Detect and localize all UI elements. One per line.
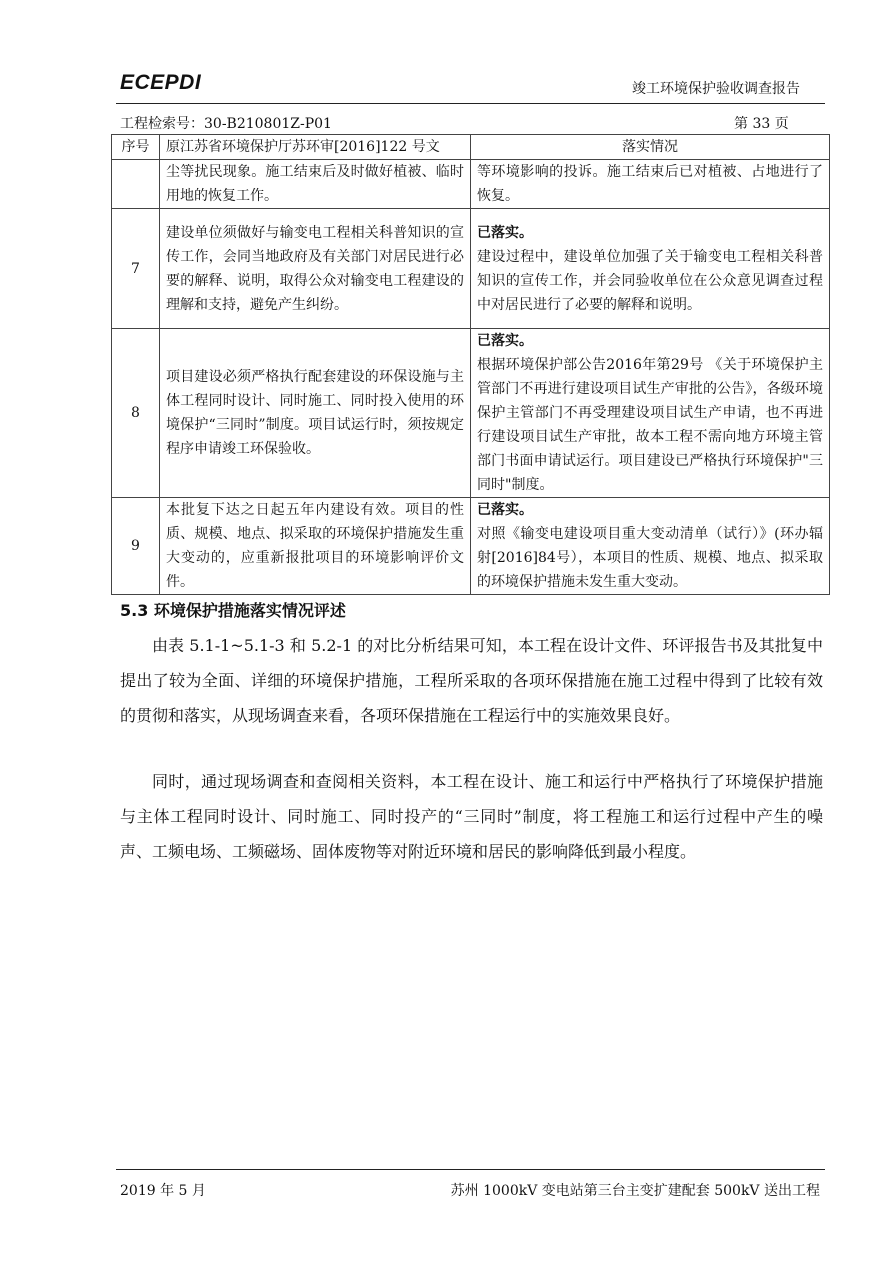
requirement-text: 建设单位须做好与输变电工程相关科普知识的宣传工作，会同当地政府及有关部门对居民进行必要的解释、说明，取得公众对输变电工程建设的理解和支持，避免产生纠纷。 xyxy=(160,209,471,329)
implemented-status: 已落实。 xyxy=(477,224,533,241)
implementation-text: 对照《输变电建设项目重大变动清单（试行）》(环办辐射[2016]84号），本项目的性质、规模、地点、拟采取的环境保护措施未发生重大变动。 xyxy=(477,526,823,590)
footer-date: 2019 年 5 月 xyxy=(120,1183,206,1199)
row-number xyxy=(112,160,160,209)
implementation-table xyxy=(111,134,830,595)
document-title: 竣工环境保护验收调查报告 xyxy=(632,81,800,97)
company-logo: ECEPDI xyxy=(120,71,202,94)
implementation-text: 建设过程中，建设单位加强了关于输变电工程相关科普知识的宣传工作，并会同验收单位在公众意见调查过程中对居民进行了必要的解释和说明。 xyxy=(477,248,823,313)
col-header-implementation: 落实情况 xyxy=(471,135,830,160)
row-number: 7 xyxy=(112,209,160,329)
header-divider xyxy=(116,103,825,104)
implementation-cell xyxy=(471,329,830,498)
row-number: 8 xyxy=(112,329,160,498)
table-header-row xyxy=(112,135,830,160)
implementation-cell xyxy=(471,160,830,209)
page-number: 第 33 页 xyxy=(734,116,789,132)
table-row xyxy=(112,329,830,498)
col-header-no: 序号 xyxy=(112,135,160,160)
col-header-requirement: 原江苏省环境保护厅苏环审[2016]122 号文 xyxy=(160,135,471,160)
implementation-text: 等环境影响的投诉。施工结束后已对植被、占地进行了恢复。 xyxy=(477,164,823,204)
body-paragraph: 由表 5.1-1~5.1-3 和 5.2-1 的对比分析结果可知，本工程在设计文件、环评报告书及其批复中提出了较为全面、详细的环境保护措施，工程所采取的各项环保措施在施工过程中得到了比较有效的贯彻和落实，从现场调查来看，各项环保措施在工程运行中的实施效果良好。 xyxy=(120,636,823,725)
row-number: 9 xyxy=(112,498,160,595)
requirement-text: 尘等扰民现象。施工结束后及时做好植被、临时用地的恢复工作。 xyxy=(160,160,471,209)
implementation-cell xyxy=(471,209,830,329)
table-row xyxy=(112,498,830,595)
footer-project-name: 苏州 1000kV 变电站第三台主变扩建配套 500kV 送出工程 xyxy=(450,1183,820,1199)
implemented-status: 已落实。 xyxy=(477,502,533,518)
body-paragraph: 同时，通过现场调查和查阅相关资料，本工程在设计、施工和运行中严格执行了环境保护措施与主体工程同时设计、同时施工、同时投产的“三同时”制度，将工程施工和运行过程中产生的噪声、工频电场、工频磁场、固体废物等对附近环境和居民的影响降低到最小程度。 xyxy=(120,772,823,861)
requirement-text: 本批复下达之日起五年内建设有效。项目的性质、规模、地点、拟采取的环境保护措施发生重大变动的，应重新报批项目的环境影响评价文件。 xyxy=(160,498,471,595)
project-index-number: 工程检索号：30-B210801Z-P01 xyxy=(120,116,332,132)
table-row xyxy=(112,209,830,329)
footer-divider xyxy=(116,1169,825,1170)
table-row xyxy=(112,160,830,209)
requirement-text: 项目建设必须严格执行配套建设的环保设施与主体工程同时设计、同时施工、同时投入使用的环境保护“三同时”制度。项目试运行时，须按规定程序申请竣工环保验收。 xyxy=(160,329,471,498)
section-heading: 5.3 环境保护措施落实情况评述 xyxy=(120,601,346,620)
implemented-status: 已落实。 xyxy=(477,333,533,349)
implementation-cell xyxy=(471,498,830,595)
implementation-text: 根据环境保护部公告2016年第29号 《关于环境保护主管部门不再进行建设项目试生产审批的公告》，各级环境保护主管部门不再受理建设项目试生产申请，也不再进行建设项目试生产审批，故本工程不需向地方环境主管部门书面申请试运行。项目建设已严格执行环境保护"三同时"制度。 xyxy=(477,357,823,493)
